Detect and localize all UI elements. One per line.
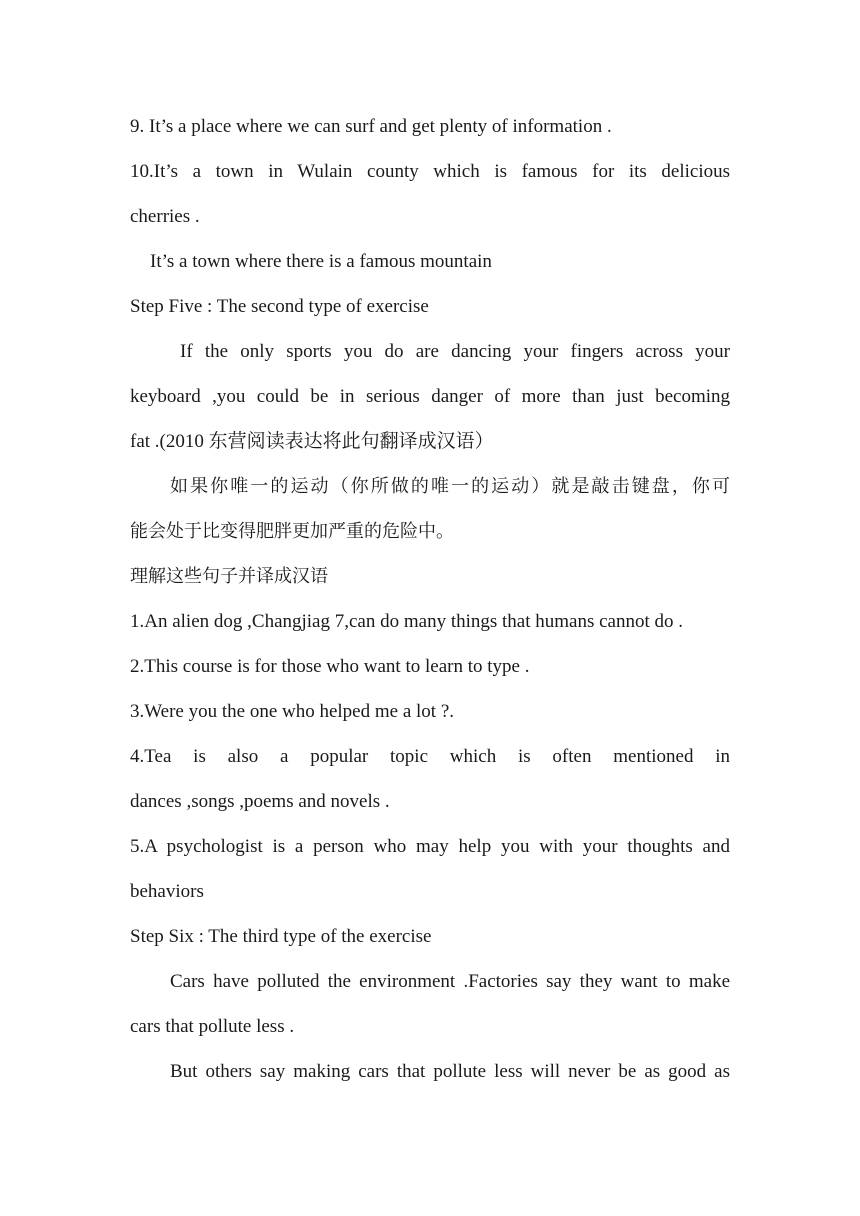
text-line-cars-polluted: Cars have polluted the environment .Factories say they want to make bbox=[170, 971, 730, 992]
text-line-sentence-4-cont: dances ,songs ,poems and novels . bbox=[130, 791, 390, 812]
text-line-mountain: It’s a town where there is a famous mountain bbox=[150, 251, 492, 272]
text-line-cars-pollute-less: cars that pollute less . bbox=[130, 1016, 295, 1037]
text-line-sentence-1: 1.An alien dog ,Changjiag 7,can do many things that humans cannot do . bbox=[130, 611, 684, 632]
text-line-sentence-2: 2.This course is for those who want to learn to type . bbox=[130, 656, 530, 677]
text-line-sentence-3: 3.Were you the one who helped me a lot ?. bbox=[130, 701, 455, 722]
text-line-translation-2: 能会处于比变得肥胖更加严重的危险中。 bbox=[130, 521, 454, 542]
text-line-sentence-5: 5.A psychologist is a person who may help you with your thoughts and bbox=[130, 836, 730, 857]
text-line-others-say: But others say making cars that pollute less will never be as good as bbox=[170, 1061, 730, 1082]
text-line-fat: fat .(2010 东营阅读表达将此句翻译成汉语） bbox=[130, 431, 494, 452]
text-line-sentence-5-cont: behaviors bbox=[130, 881, 204, 902]
heading-step-six: Step Six : The third type of the exercise bbox=[130, 926, 432, 947]
heading-step-five: Step Five : The second type of exercise bbox=[130, 296, 429, 317]
text-line-translation-1: 如果你唯一的运动（你所做的唯一的运动）就是敲击键盘，你可 bbox=[170, 476, 730, 497]
text-line-sports: If the only sports you do are dancing your fingers across your bbox=[180, 341, 730, 362]
text-line-item-10-cont: cherries . bbox=[130, 206, 200, 227]
text-line-item-10: 10.It’s a town in Wulain county which is famous for its delicious bbox=[130, 161, 730, 182]
text-line-item-9: 9. It’s a place where we can surf and get plenty of information . bbox=[130, 116, 612, 137]
document-page bbox=[130, 104, 730, 1094]
text-line-keyboard: keyboard ,you could be in serious danger of more than just becoming bbox=[130, 386, 730, 407]
heading-understand-sentences: 理解这些句子并译成汉语 bbox=[130, 566, 328, 587]
text-line-sentence-4: 4.Tea is also a popular topic which is often mentioned in bbox=[130, 746, 730, 767]
